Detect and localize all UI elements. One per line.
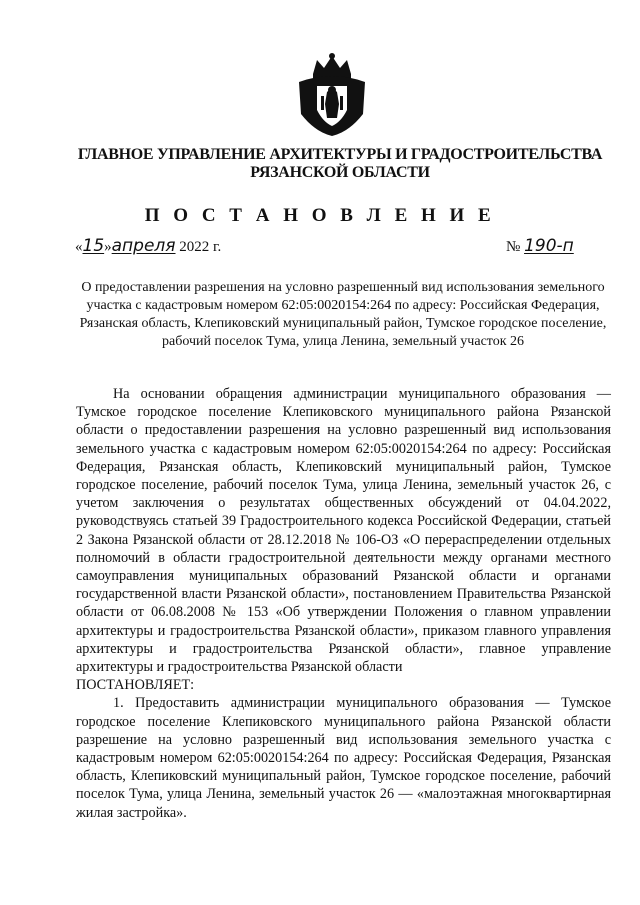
document-subject: О предоставлении разрешения на условно разрешенный вид использования земельного участка с кадастровым номером 62:05:0020154:264 по адресу: Российская Федерация, Рязанская область, Клепиковский муниципальный район, Тумское городское поселение, рабочий поселок Тума, улица Ленина, земельный участок 26: [79, 280, 607, 349]
item-1-paragraph: 1. Предоставить администрации муниципального образования — Тумское городское поселение Клепиковского муниципального района Рязанской области разрешение на условно разрешенный вид использования земельного участка с кадастровым номером 62:05:0020154:264 по адресу: Российская Федерация, Рязанская область, Клепиковский муниципальный район, Тумское городское поселение, рабочий поселок Тума, улица Ленина, земельный участок 26 — «малоэтажная многоквартирная жилая застройка».: [76, 695, 611, 821]
organization-name-line2: РЯЗАНСКОЙ ОБЛАСТИ: [250, 164, 430, 181]
number-label: №: [506, 239, 525, 255]
document-body: [76, 385, 611, 822]
organization-name-line1: ГЛАВНОЕ УПРАВЛЕНИЕ АРХИТЕКТУРЫ И ГРАДОСТРОИТЕЛЬСТВА: [77, 146, 603, 163]
date-close-quote: »: [104, 239, 112, 255]
date-open-quote: «: [75, 239, 83, 255]
preamble-paragraph: На основании обращения администрации муниципального образования — Тумское городское поселение Клепиковского муниципального района Рязанской области о предоставлении разрешения на условно разрешенный вид использования земельного участка с кадастровым номером 62:05:0020154:264 по адресу: Российская Федерация, Рязанская область, Клепиковский муниципальный район, Тумское городское поселение, рабочий поселок Тума, улица Ленина, земельный участок 26, с учетом заключения о результатах общественных обсуждений от 04.04.2022, руководствуясь статьей 39 Градостроительного кодекса Российской Федерации, статьей 2 Закона Рязанской области от 28.12.2018 № 106-ОЗ «О перераспределении отдельных полномочий в области градостроительной деятельности между органами местного самоуправления муниципальных образований Рязанской области и органами государственной власти Рязанской области», постановлением Правительства Рязанской области от 06.08.2008 № 153 «Об утверждении Положения о главном управлении архитектуры и градостроительства Рязанской области», приказом главного управления архитектуры и градостроительства Рязанской области», главное управление архитектуры и градостроительства Рязанской области: [76, 386, 611, 676]
date-month: апреля: [111, 236, 176, 256]
date-year: 2022 г.: [175, 239, 222, 255]
date-day: 15: [82, 236, 105, 256]
number-value: 190-п: [524, 236, 574, 256]
document-date: [75, 236, 221, 256]
resolves-heading: ПОСТАНОВЛЯЕТ:: [76, 677, 195, 694]
ryazan-coat-of-arms-icon: [293, 52, 371, 136]
document-type-title: П О С Т А Н О В Л Е Н И Е: [144, 205, 496, 226]
document-number: [506, 236, 574, 256]
